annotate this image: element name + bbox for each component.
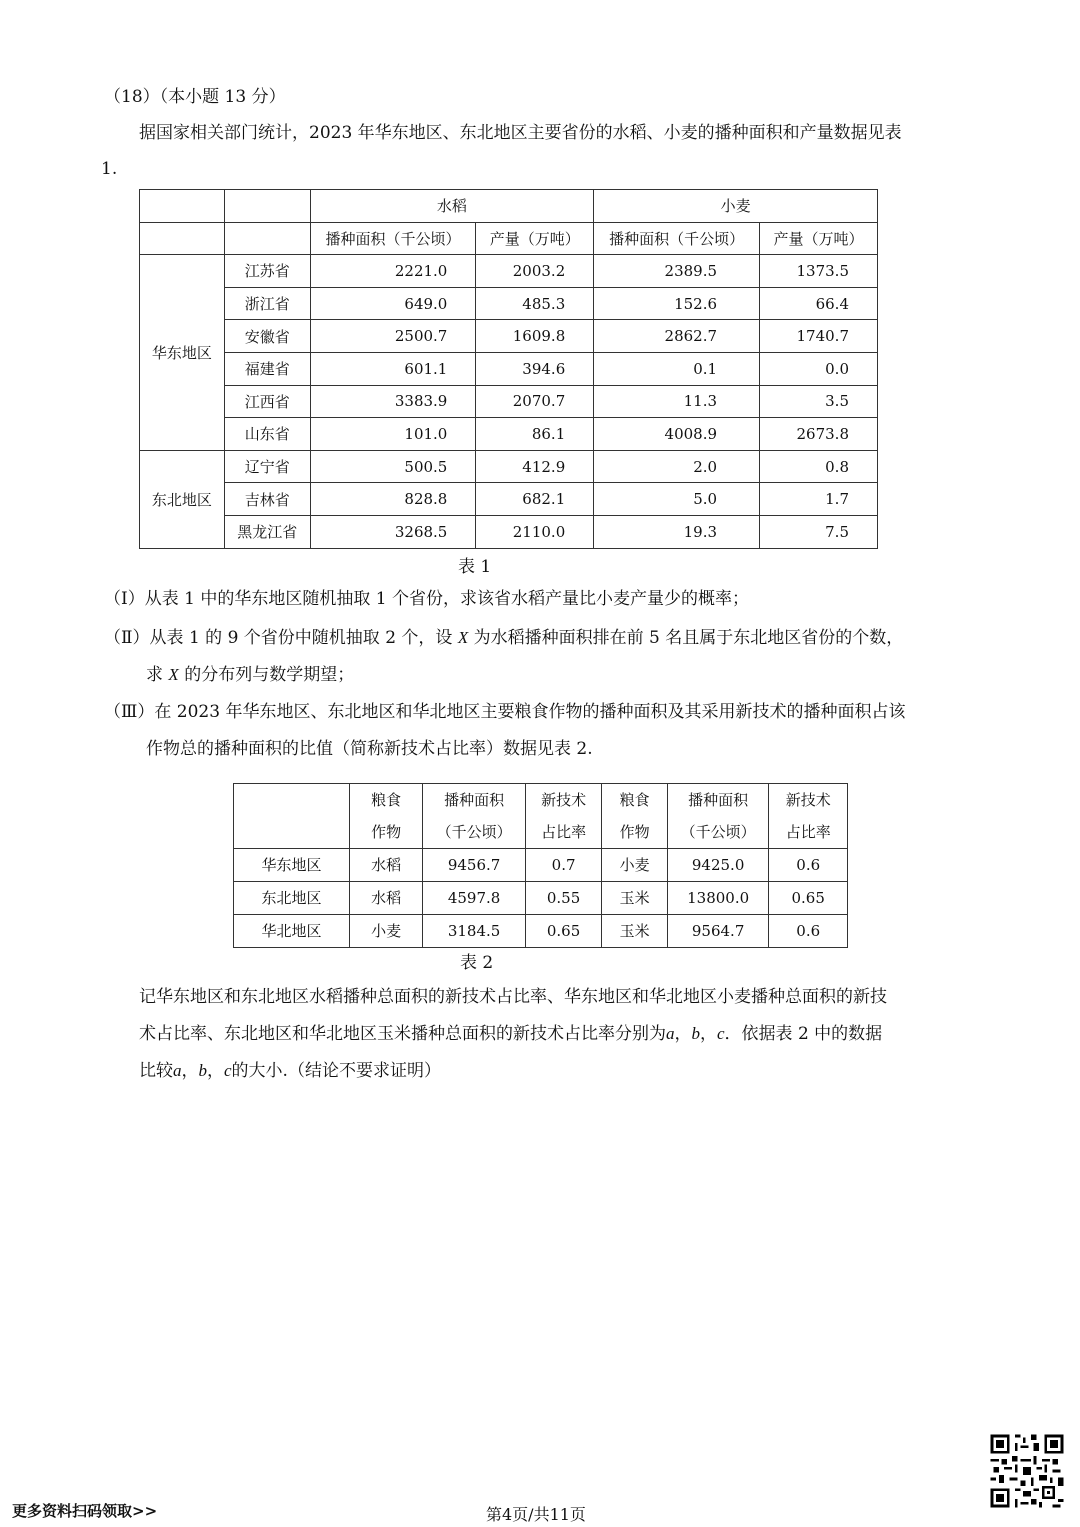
province-cell: 山东省 — [224, 418, 310, 451]
table-2-corner — [234, 784, 350, 849]
table-2-header-crop — [602, 784, 667, 849]
cell: 2110.0 — [476, 515, 594, 548]
text: （Ⅱ）从表 1 的 9 个省份中随机抽取 2 个，设 — [104, 628, 458, 648]
cell: 2389.5 — [594, 255, 760, 288]
table-1-corner — [224, 190, 310, 223]
cell: 5.0 — [594, 483, 760, 516]
page-number: 第4页/共11页 — [486, 1505, 586, 1524]
question-header: （18）（本小题 13 分） — [104, 87, 286, 107]
qr-code-icon — [988, 1432, 1066, 1510]
cell: 玉米 — [602, 882, 667, 915]
text: 粮食 — [371, 791, 402, 809]
cell: 682.1 — [476, 483, 594, 516]
cell: 7.5 — [760, 515, 878, 548]
variable-b: b — [691, 1024, 700, 1043]
text: 为水稻播种面积排在前 5 名且属于东北地区省份的个数， — [468, 628, 904, 648]
cell: 485.3 — [476, 287, 594, 320]
cell: 0.1 — [594, 352, 760, 385]
text: 术占比率、东北地区和华北地区玉米播种总面积的新技术占比率分别为 — [139, 1024, 666, 1044]
cell: 0.0 — [760, 352, 878, 385]
cell: 0.65 — [525, 915, 602, 948]
province-cell: 辽宁省 — [224, 450, 310, 483]
table-row — [234, 915, 848, 948]
region-cell: 东北地区 — [234, 882, 350, 915]
final-line-1: 记华东地区和东北地区水稻播种总面积的新技术占比率、华东地区和华北地区小麦播种总面积的新技 — [139, 987, 887, 1007]
cell: 3.5 — [760, 385, 878, 418]
province-cell: 福建省 — [224, 352, 310, 385]
table-2-header-crop — [349, 784, 422, 849]
table-1-corner — [140, 222, 225, 255]
text: 播种面积 — [444, 791, 505, 809]
table-row — [140, 515, 878, 548]
table-row — [140, 352, 878, 385]
text: 播种面积 — [688, 791, 749, 809]
cell: 9564.7 — [667, 915, 769, 948]
table-row — [140, 385, 878, 418]
text: 的分布列与数学期望； — [178, 665, 355, 685]
cell: 水稻 — [349, 849, 422, 882]
table-1-col-header: 播种面积（千公顷） — [594, 222, 760, 255]
table-1-group-rice: 水稻 — [310, 190, 594, 223]
table-2-header-rate — [525, 784, 602, 849]
table-2 — [233, 783, 848, 948]
cell: 601.1 — [310, 352, 476, 385]
variable-a: a — [173, 1061, 182, 1080]
cell: 66.4 — [760, 287, 878, 320]
text: ．依据表 2 中的数据 — [724, 1024, 883, 1044]
table-1-caption: 表 1 — [458, 557, 492, 577]
cell: 500.5 — [310, 450, 476, 483]
table-2-header-area — [667, 784, 769, 849]
variable-c: c — [717, 1024, 725, 1043]
cell: 0.7 — [525, 849, 602, 882]
table-2-caption: 表 2 — [460, 953, 494, 973]
text: 占比率 — [785, 823, 831, 841]
part-2-line-2 — [146, 662, 354, 688]
cell: 1373.5 — [760, 255, 878, 288]
cell: 水稻 — [349, 882, 422, 915]
table-row — [234, 849, 848, 882]
cell: 101.0 — [310, 418, 476, 451]
table-row — [140, 287, 878, 320]
province-cell: 黑龙江省 — [224, 515, 310, 548]
variable-c: c — [224, 1061, 232, 1080]
text: 比较 — [139, 1061, 173, 1081]
cell: 0.6 — [769, 915, 848, 948]
text: ， — [181, 1061, 199, 1081]
cell: 2673.8 — [760, 418, 878, 451]
cell: 2221.0 — [310, 255, 476, 288]
cell: 0.55 — [525, 882, 602, 915]
cell: 11.3 — [594, 385, 760, 418]
table-2-header-rate — [769, 784, 848, 849]
cell: 412.9 — [476, 450, 594, 483]
region-cell: 华北地区 — [234, 915, 350, 948]
cell: 3383.9 — [310, 385, 476, 418]
cell: 小麦 — [349, 915, 422, 948]
part-3-line-2: 作物总的播种面积的比值（简称新技术占比率）数据见表 2. — [146, 739, 593, 759]
table-1-col-header: 产量（万吨） — [760, 222, 878, 255]
table-row — [140, 320, 878, 353]
variable-x: X — [457, 628, 469, 647]
table-row — [234, 882, 848, 915]
table-1 — [139, 189, 878, 549]
table-1-col-header: 播种面积（千公顷） — [310, 222, 476, 255]
text: 作物 — [371, 823, 402, 841]
text: 粮食 — [619, 791, 650, 809]
cell: 0.8 — [760, 450, 878, 483]
text: 新技术 — [541, 791, 587, 809]
cell: 4597.8 — [423, 882, 525, 915]
region-label-northeast: 东北地区 — [140, 450, 225, 548]
cell: 13800.0 — [667, 882, 769, 915]
cell: 19.3 — [594, 515, 760, 548]
table-1-corner — [224, 222, 310, 255]
final-line-2 — [139, 1021, 882, 1047]
table-1-corner — [140, 190, 225, 223]
cell: 3184.5 — [423, 915, 525, 948]
province-cell: 浙江省 — [224, 287, 310, 320]
table-1-col-header: 产量（万吨） — [476, 222, 594, 255]
text: ， — [207, 1061, 224, 1081]
province-cell: 安徽省 — [224, 320, 310, 353]
cell: 828.8 — [310, 483, 476, 516]
region-label-east: 华东地区 — [140, 255, 225, 451]
table-1-group-wheat: 小麦 — [594, 190, 878, 223]
cell: 1740.7 — [760, 320, 878, 353]
cell: 2070.7 — [476, 385, 594, 418]
cell: 86.1 — [476, 418, 594, 451]
region-cell: 华东地区 — [234, 849, 350, 882]
text: ， — [674, 1024, 692, 1044]
text: 的大小.（结论不要求证明） — [231, 1061, 441, 1081]
cell: 2003.2 — [476, 255, 594, 288]
text: 占比率 — [541, 823, 587, 841]
variable-x: X — [168, 665, 179, 684]
part-3-line-1: （Ⅲ）在 2023 年华东地区、东北地区和华北地区主要粮食作物的播种面积及其采用新技术的播种面积占该 — [104, 702, 906, 722]
table-2-header-area — [423, 784, 525, 849]
cell: 1.7 — [760, 483, 878, 516]
cell: 小麦 — [602, 849, 667, 882]
footer-promo-link[interactable]: 更多资料扫码领取>> — [12, 1502, 158, 1520]
cell: 0.65 — [769, 882, 848, 915]
cell: 9425.0 — [667, 849, 769, 882]
table-row — [140, 418, 878, 451]
intro-line-1: 据国家相关部门统计，2023 年华东地区、东北地区主要省份的水稻、小麦的播种面积和产量数据见表 — [139, 123, 902, 143]
cell: 2862.7 — [594, 320, 760, 353]
text: ， — [700, 1024, 717, 1044]
variable-a: a — [666, 1024, 675, 1043]
cell: 9456.7 — [423, 849, 525, 882]
cell: 1609.8 — [476, 320, 594, 353]
text: （千公顷） — [436, 823, 512, 841]
cell: 649.0 — [310, 287, 476, 320]
cell: 2.0 — [594, 450, 760, 483]
cell: 152.6 — [594, 287, 760, 320]
cell: 3268.5 — [310, 515, 476, 548]
part-1: （Ⅰ）从表 1 中的华东地区随机抽取 1 个省份，求该省水稻产量比小麦产量少的概率； — [104, 589, 749, 609]
part-2-line-1 — [104, 625, 903, 651]
table-row — [140, 450, 878, 483]
table-row — [140, 255, 878, 288]
text: 求 — [146, 665, 169, 685]
text: 新技术 — [785, 791, 831, 809]
text: 作物 — [619, 823, 650, 841]
province-cell: 江苏省 — [224, 255, 310, 288]
cell: 2500.7 — [310, 320, 476, 353]
variable-b: b — [198, 1061, 207, 1080]
cell: 玉米 — [602, 915, 667, 948]
final-line-3 — [139, 1058, 441, 1084]
cell: 4008.9 — [594, 418, 760, 451]
text: （千公顷） — [680, 823, 756, 841]
province-cell: 江西省 — [224, 385, 310, 418]
table-row — [140, 483, 878, 516]
cell: 0.6 — [769, 849, 848, 882]
cell: 394.6 — [476, 352, 594, 385]
province-cell: 吉林省 — [224, 483, 310, 516]
intro-line-2: 1. — [101, 159, 118, 179]
